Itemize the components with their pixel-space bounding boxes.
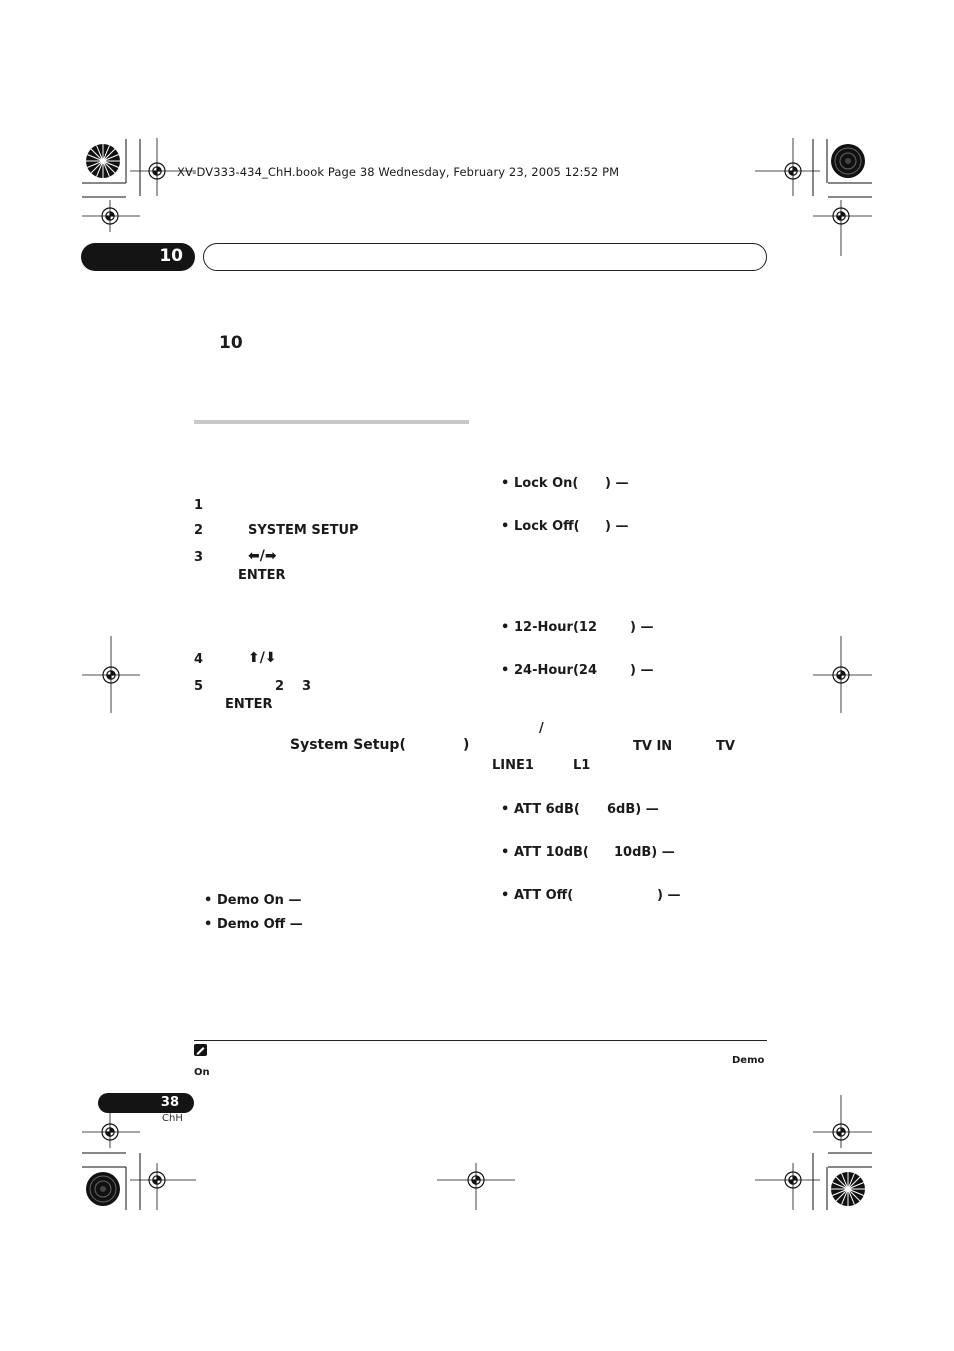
demo-on-text: Demo On — [217, 893, 302, 908]
tv-in-label: TV IN [633, 739, 673, 754]
lock-off-option: • Lock Off( [501, 519, 580, 534]
system-setup-heading-close: ) [463, 737, 470, 753]
page-number-tab [98, 1093, 194, 1113]
note-pencil-icon [194, 1044, 207, 1056]
lock-on-tail: ) — [605, 476, 629, 491]
12-hour-option: • 12-Hour(12 [501, 620, 597, 635]
att-off-option: • ATT Off( [501, 888, 574, 903]
step-1-number: 1 [194, 498, 204, 513]
step-5-number: 5 [194, 679, 204, 694]
system-setup-heading: System Setup( [290, 737, 406, 753]
note-demo-word: Demo [732, 1055, 765, 1066]
att-6db-text: ATT 6dB( [514, 802, 580, 817]
demo-off-text: Demo Off — [217, 917, 303, 932]
att-6db-option: • ATT 6dB( [501, 802, 580, 817]
24-hour-text: 24-Hour(24 [514, 663, 597, 678]
lock-on-text: Lock On( [514, 476, 579, 491]
step-2-number: 2 [194, 523, 204, 538]
lock-on-option: • Lock On( [501, 476, 579, 491]
demo-on-option: • Demo On — [204, 893, 302, 908]
lock-off-tail: ) — [605, 519, 629, 534]
step-5-ref-2: 2 [275, 679, 285, 694]
note-on-word: On [194, 1067, 210, 1078]
chapter-tab [81, 243, 195, 271]
up-down-arrows-icon: ⬆/⬇ [248, 650, 277, 666]
slash-text: / [539, 721, 544, 736]
att-6db-tail: 6dB) — [607, 802, 659, 817]
att-off-text: ATT Off( [514, 888, 574, 903]
step-3-number: 3 [194, 550, 204, 565]
24-hour-tail: ) — [630, 663, 654, 678]
enter-label-step5: ENTER [225, 697, 273, 712]
page-language: ChH [162, 1113, 183, 1124]
print-header: XV-DV333-434_ChH.book Page 38 Wednesday, February 23, 2005 12:52 PM [177, 165, 620, 179]
step-4-number: 4 [194, 652, 204, 667]
demo-off-option: • Demo Off — [204, 917, 303, 932]
chapter-title-bar [203, 243, 767, 271]
enter-label-step3: ENTER [238, 568, 286, 583]
left-right-arrows-icon: ⬅/➡ [248, 548, 277, 564]
12-hour-tail: ) — [630, 620, 654, 635]
step-5-ref-3: 3 [302, 679, 312, 694]
l1-label: L1 [573, 758, 591, 773]
att-off-tail: ) — [657, 888, 681, 903]
section-rule [194, 420, 469, 424]
lock-off-text: Lock Off( [514, 519, 580, 534]
system-setup-button-label: SYSTEM SETUP [248, 523, 359, 538]
chapter-tab-number: 10 [159, 246, 183, 266]
att-10db-text: ATT 10dB( [514, 845, 589, 860]
att-10db-option: • ATT 10dB( [501, 845, 589, 860]
att-10db-tail: 10dB) — [614, 845, 675, 860]
line1-label: LINE1 [492, 758, 534, 773]
24-hour-option: • 24-Hour(24 [501, 663, 597, 678]
12-hour-text: 12-Hour(12 [514, 620, 597, 635]
chapter-heading-number: 10 [219, 333, 243, 353]
note-rule [194, 1040, 767, 1041]
tv-label: TV [716, 739, 735, 754]
page-number: 38 [160, 1095, 179, 1110]
